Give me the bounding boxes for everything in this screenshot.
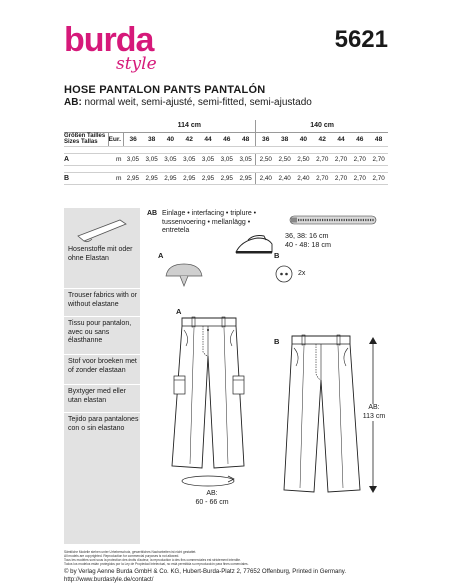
width-114: 114 cm — [123, 120, 255, 132]
button-quantity: 2x — [298, 270, 306, 277]
trouser-view-b — [282, 334, 362, 496]
length-measure: AB: 113 cm — [356, 404, 392, 421]
copyright: © by Verlag Aenne Burda GmbH & Co. KG, Hubert-Burda-Platz 2, 77652 Offenburg, Printed in Germany. — [64, 568, 347, 575]
fabric-width-row — [64, 120, 388, 132]
interfacing-piece-a — [164, 262, 204, 288]
logo-wordmark: burda — [64, 21, 154, 59]
size-header-label: Größen Tailles Sizes Tallas — [64, 132, 108, 146]
fabric-fr: Tissu pour pantalon, avec ou sans élasthanne — [68, 320, 132, 344]
fabric-de: Hosenstoffe mit oder ohne Elastan — [68, 246, 133, 262]
eur-label: Eur. — [108, 132, 123, 146]
trouser-view-a — [170, 316, 246, 472]
fabric-es: Tejido para pantalones con o sin elastano — [68, 416, 139, 432]
logo-style: style — [116, 54, 157, 74]
fabric-en: Trouser fabrics with or without elastane — [68, 292, 137, 308]
fit-text: normal weit, semi-ajusté, semi-fitted, semi-ajustado — [81, 97, 312, 108]
notion-views: AB — [147, 210, 158, 217]
yardage-table — [64, 120, 388, 185]
garment-title: HOSE PANTALON PANTS PANTALÓN — [64, 84, 266, 96]
view-label-b: B — [274, 337, 280, 346]
fabric-sv: Byxtyger med eller utan elastan — [68, 388, 126, 404]
notion-label-b: B — [274, 251, 280, 260]
iron-icon — [234, 232, 274, 256]
button-icon — [274, 264, 294, 284]
zipper-icon — [288, 212, 380, 228]
table-row: A m 3,05 3,05 3,05 3,05 3,05 3,05 3,05 2,50 2,50 2,50 2,70 2,70 2,70 2,70 — [64, 153, 388, 165]
waist-measure-icon — [180, 474, 236, 488]
fit-description — [64, 97, 312, 108]
burda-logo — [64, 20, 174, 80]
fabric-swatch-icon — [74, 214, 130, 244]
footer: Sämtliche Modelle stehen unter Urheberschutz, gewerbliches Nacharbeiten ist nicht gestattet. All models are copyrighted. Reproduction for commercial purposes is not allowed. Tous les modèles sont sous la protection des droits d'auteur, la reproduction à des fins commerciales est strictement interdite. Todos los modelos están protegidos por la Ley de Propiedad Intelectual, no está permitida su reproducción para fines comerciales. © by Verlag Aenne Burda GmbH & Co. KG, Hubert-Burda-Platz 2, 77652 Offenburg, Printed in Germany. http://www.burdastyle.de/contact/ — [64, 550, 394, 584]
size-header-row: Größen Tailles Sizes Tallas Eur. 36 38 40 42 44 46 48 36 38 40 42 44 46 48 — [64, 132, 388, 146]
waist-measure: AB: 60 - 66 cm — [195, 490, 229, 506]
notion-label-a: A — [158, 251, 164, 260]
table-row: B m 2,95 2,95 2,95 2,95 2,95 2,95 2,95 2,40 2,40 2,40 2,70 2,70 2,70 2,70 — [64, 172, 388, 184]
fabric-nl: Stof voor broeken met of zonder elastaan — [68, 358, 137, 374]
view-label-a: A — [176, 307, 182, 316]
zipper-lengths: 36, 38: 16 cm 40 - 48: 18 cm — [285, 231, 331, 249]
pattern-number: 5621 — [334, 26, 388, 53]
fabric-suggestions-panel — [64, 208, 140, 544]
fit-prefix: AB: — [64, 97, 82, 108]
width-140: 140 cm — [256, 120, 388, 132]
contact-link[interactable]: http://www.burdastyle.de/contact/ — [64, 576, 154, 583]
